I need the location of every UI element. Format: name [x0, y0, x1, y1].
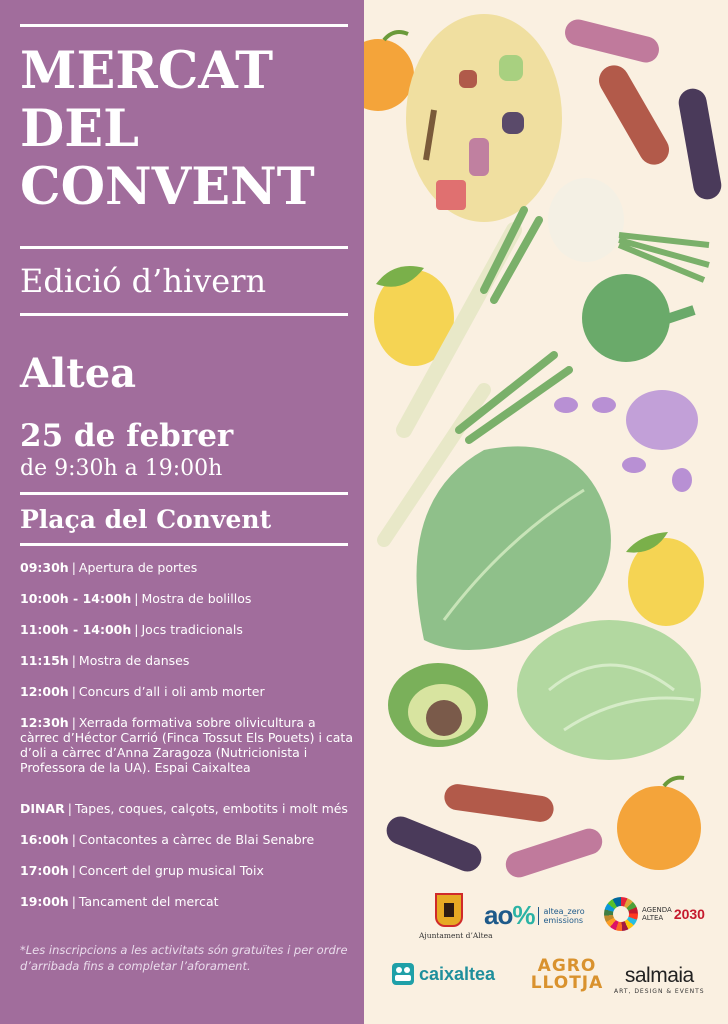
schedule-text: càrrec d’Héctor Carrió (Finca Tossut Els Pouets) i cata — [20, 730, 353, 745]
sponsors-area — [364, 0, 728, 1024]
caixaltea-logo — [392, 963, 495, 985]
schedule-time: 11:15h — [20, 653, 69, 668]
schedule-time: 16:00h — [20, 832, 69, 847]
schedule-time: DINAR — [20, 801, 65, 816]
separator: | — [67, 801, 73, 816]
title-line: CONVENT — [20, 157, 315, 217]
separator: | — [71, 863, 76, 878]
sdg-wheel-icon — [604, 897, 638, 931]
schedule-text: Tapes, coques, calçots, embotits i molt més — [75, 801, 348, 816]
agenda-text: AGENDA ALTEA — [642, 906, 672, 922]
separator: | — [71, 684, 76, 699]
schedule-item — [20, 801, 355, 816]
schedule-text: Jocs tradicionals — [141, 622, 243, 637]
coat-of-arms-icon — [435, 893, 463, 927]
city-name: Altea — [20, 350, 137, 397]
schedule-time: 12:00h — [20, 684, 69, 699]
schedule-text: Concert del grup musical Toix — [78, 863, 264, 878]
schedule-item — [20, 560, 355, 575]
ao-text: altea_zero emissions — [538, 907, 584, 925]
poster-title — [20, 42, 350, 216]
schedule-item — [20, 622, 355, 637]
event-place: Plaça del Convent — [20, 505, 272, 534]
caixaltea-icon — [392, 963, 414, 985]
agenda-2030-logo — [604, 897, 705, 931]
schedule-time: 19:00h — [20, 894, 69, 909]
schedule-item — [20, 715, 355, 775]
schedule-text: Mostra de bolillos — [141, 591, 252, 606]
separator: | — [71, 653, 76, 668]
salmaia-logo — [614, 964, 705, 995]
ao-mark: ao% — [484, 900, 535, 930]
schedule-time: 09:30h — [20, 560, 69, 575]
separator: | — [71, 894, 76, 909]
rule — [20, 492, 348, 495]
title-line: DEL — [20, 99, 139, 159]
schedule-item — [20, 684, 355, 699]
altea-zero-logo — [484, 900, 585, 931]
agenda-year: 2030 — [673, 906, 705, 922]
edition-subtitle: Edició d’hivern — [20, 262, 267, 300]
registration-note: *Les inscripcions a les activitats són gratuïtes i per ordre d’arribada fins a completar l’aforament. — [20, 943, 348, 973]
rule — [20, 543, 348, 546]
salmaia-tagline: ART, DESIGN & EVENTS — [614, 988, 705, 995]
salmaia-name: salmaia — [624, 964, 694, 987]
event-date: 25 de febrer — [20, 418, 234, 454]
schedule-text: d’oli a càrrec d’Anna Zaragoza (Nutricionista i — [20, 745, 308, 760]
separator: | — [134, 622, 139, 637]
separator: | — [71, 832, 76, 847]
schedule-text: Apertura de portes — [78, 560, 198, 575]
ajuntament-logo — [419, 893, 493, 940]
schedule-item — [20, 894, 355, 909]
schedule-time: 17:00h — [20, 863, 69, 878]
schedule-text: Mostra de danses — [78, 653, 190, 668]
rule — [20, 313, 348, 316]
caixaltea-text: caixaltea — [419, 963, 496, 984]
schedule-item — [20, 591, 355, 606]
schedule-item — [20, 832, 355, 847]
title-line: MERCAT — [20, 41, 274, 101]
event-hours: de 9:30h a 19:00h — [20, 456, 223, 481]
schedule-text: Concurs d’all i oli amb morter — [78, 684, 265, 699]
separator: | — [134, 591, 139, 606]
rule — [20, 246, 348, 249]
schedule-item — [20, 863, 355, 878]
top-rule — [20, 24, 348, 27]
separator: | — [71, 560, 76, 575]
schedule-text: Tancament del mercat — [78, 894, 219, 909]
schedule-time: 11:00h - 14:00h — [20, 622, 132, 637]
agrollotja-logo: AGRO LLOTJA — [530, 956, 604, 993]
schedule-text: Xerrada formativa sobre olivicultura a — [78, 715, 316, 730]
schedule-text: Contacontes a càrrec de Blai Senabre — [78, 832, 315, 847]
ajuntament-label: Ajuntament d’Altea — [419, 931, 493, 940]
schedule-time: 10:00h - 14:00h — [20, 591, 132, 606]
schedule-text: Professora de la UA). Espai Caixaltea — [20, 760, 251, 775]
separator: | — [71, 715, 76, 730]
schedule-time: 12:30h — [20, 715, 69, 730]
schedule-item — [20, 653, 355, 668]
